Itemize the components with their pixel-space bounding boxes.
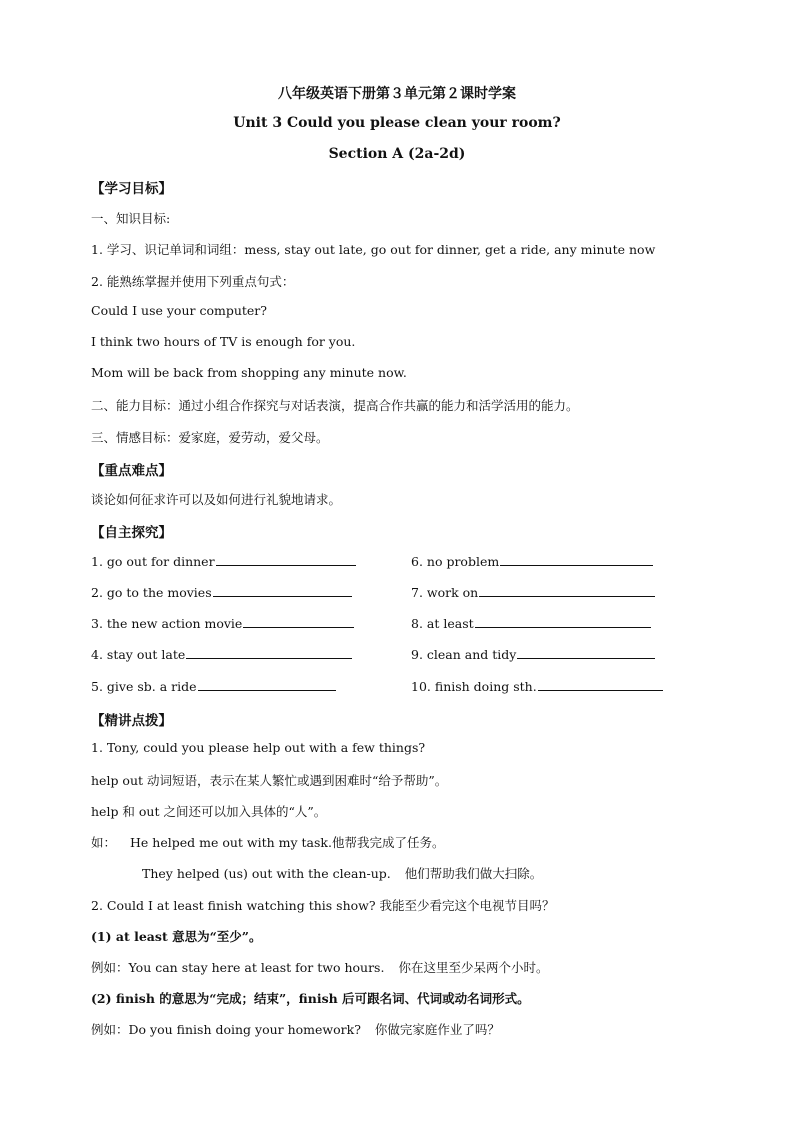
key-sentence-3: Mom will be back from shopping any minute now. [91,365,407,380]
title-chinese: 八年级英语下册第３单元第２课时学案 [278,86,516,102]
answer-blank[interactable] [198,678,336,691]
knowledge-item-2: 2. 能熟练掌握并使用下列重点句式： [91,274,295,289]
phrase-item [91,646,352,662]
objectives-heading: 【学习目标】 [91,181,172,197]
phrase-text: 6. no problem [411,554,500,569]
at-least-note: (1) at least 意思为“至少”。 [91,929,262,944]
answer-blank[interactable] [517,646,655,659]
answer-blank[interactable] [538,678,663,691]
phrase-text: 8. at least [411,616,474,631]
ability-goal: 二、能力目标：通过小组合作探究与对话表演，提高合作共赢的能力和活学活用的能力。 [91,398,579,413]
key-sentence-1: Could I use your computer? [91,303,267,318]
key-sentence-2: I think two hours of TV is enough for you. [91,334,356,349]
phrase-item [411,584,655,600]
answer-blank[interactable] [479,584,655,597]
title-english: Unit 3 Could you please clean your room? [233,115,561,131]
emotion-goal: 三、情感目标：爱家庭，爱劳动，爱父母。 [91,430,329,445]
example-text-en: They helped (us) out with the clean-up. [142,866,391,881]
explain-question-1: 1. Tony, could you please help out with a few things? [91,740,426,755]
phrase-text: 5. give sb. a ride [91,679,197,694]
example-label: 例如： [91,960,129,975]
answer-blank[interactable] [243,615,354,628]
section-title: Section A (2a-2d) [328,146,466,162]
phrase-item [411,553,653,569]
phrase-item [411,678,663,694]
explain-note-1: help out 动词短语，表示在某人繁忙或遇到困难时“给予帮助”。 [91,773,448,788]
self-study-heading: 【自主探究】 [91,525,172,541]
key-points-text: 谈论如何征求许可以及如何进行礼貌地请求。 [91,492,342,507]
knowledge-goal-label: 一、知识目标: [91,211,171,226]
answer-blank[interactable] [500,553,653,566]
answer-blank[interactable] [475,615,651,628]
example-1 [91,833,444,851]
answer-blank[interactable] [213,584,352,597]
phrase-item [91,553,356,569]
example-label: 如： [91,835,117,850]
example-label: 例如： [91,1022,129,1037]
explain-question-2: 2. Could I at least finish watching this show? 我能至少看完这个电视节目吗？ [91,898,555,913]
phrase-item [411,615,651,631]
explain-note-2: help 和 out 之间还可以加入具体的“人”。 [91,804,327,819]
phrase-item [411,646,655,662]
answer-blank[interactable] [186,646,352,659]
example-2 [142,864,542,882]
phrase-text: 3. the new action movie [91,616,243,631]
example-text: He helped me out with my task.他帮我完成了任务。 [130,835,445,850]
at-least-example [91,958,548,976]
knowledge-item-1: 1. 学习、识记单词和词组：mess, stay out late, go out for dinner, get a ride, any minute now [91,242,656,257]
phrase-item [91,584,352,600]
phrase-text: 7. work on [411,585,479,600]
phrase-text: 4. stay out late [91,647,186,662]
example-text-en: Do you finish doing your homework? [128,1022,361,1037]
phrase-text: 10. finish doing sth. [411,679,537,694]
answer-blank[interactable] [216,553,356,566]
finish-note: (2) finish 的意思为“完成；结束”，finish 后可跟名词、代词或动名词形式。 [91,991,530,1006]
phrase-text: 2. go to the movies [91,585,212,600]
finish-example [91,1020,500,1038]
phrase-text: 9. clean and tidy [411,647,517,662]
explain-heading: 【精讲点拨】 [91,713,172,729]
example-text-en: You can stay here at least for two hours. [128,960,385,975]
key-points-heading: 【重点难点】 [91,463,172,479]
phrase-item [91,678,336,694]
example-text-cn: 你在这里至少呆两个小时。 [398,960,549,975]
phrase-item [91,615,354,631]
phrase-text: 1. go out for dinner [91,554,215,569]
example-text-cn: 他们帮助我们做大扫除。 [404,866,543,881]
example-text-cn: 你做完家庭作业了吗？ [374,1022,500,1037]
